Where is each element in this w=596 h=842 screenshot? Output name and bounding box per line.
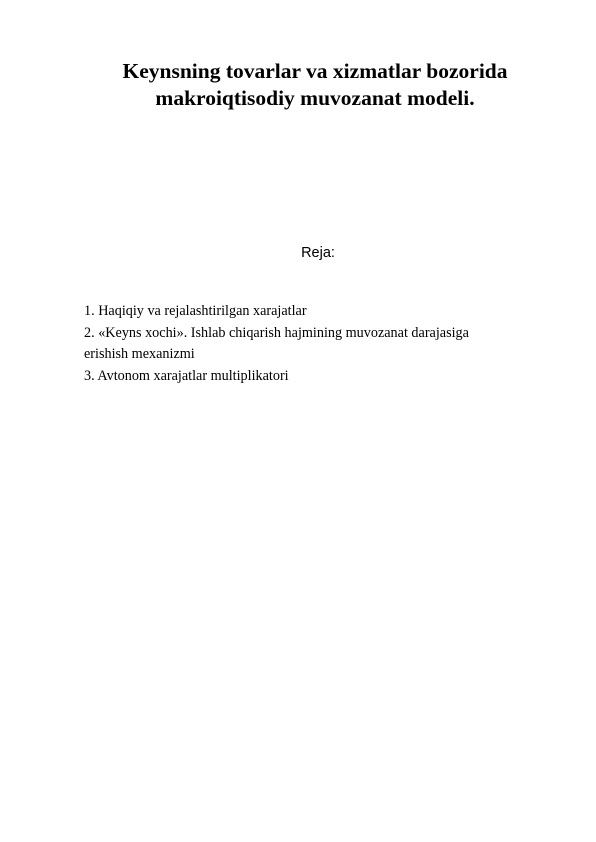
plan-item-1: 1. Haqiqiy va rejalashtirilgan xarajatlar <box>84 303 307 319</box>
title-line-1: Keynsning tovarlar va xizmatlar bozorida <box>122 59 508 83</box>
plan-item-3: 3. Avtonom xarajatlar multiplikatori <box>84 367 289 384</box>
title-line-2: makroiqtisodiy muvozanat modeli. <box>155 86 475 110</box>
plan-item-2-continuation: erishish mexanizmi <box>84 346 195 362</box>
document-title <box>95 58 535 112</box>
plan-heading: Reja: <box>301 245 335 261</box>
plan-item-2: 2. «Keyns xochi». Ishlab chiqarish hajmining muvozanat darajasiga <box>84 324 469 341</box>
plan-list <box>84 301 534 387</box>
